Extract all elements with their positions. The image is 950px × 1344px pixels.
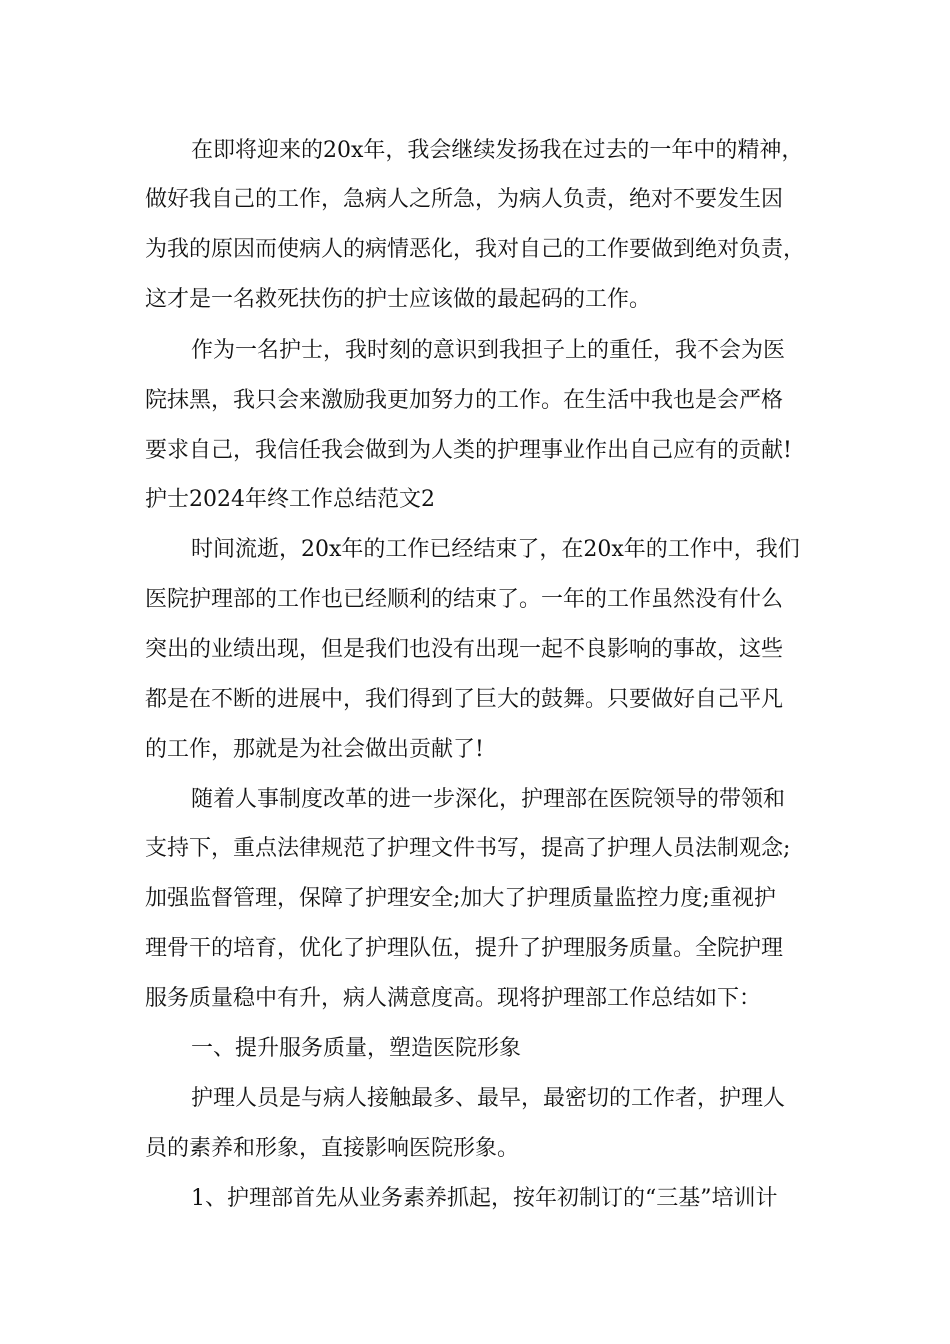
section-heading: 护士2024年终工作总结范文2 <box>145 487 435 512</box>
text-line: 这才是一名救死扶伤的护士应该做的最起码的工作。 <box>145 287 652 312</box>
text-line: 院抹黑，我只会来激励我更加努力的工作。在生活中我也是会严格 <box>145 388 784 413</box>
text-line: 加强监督管理，保障了护理安全;加大了护理质量监控力度;重视护 <box>145 886 776 911</box>
text-line: 在即将迎来的20x年，我会继续发扬我在过去的一年中的精神， <box>191 138 804 163</box>
text-line: 员的素养和形象，直接影响医院形象。 <box>145 1136 520 1161</box>
text-line: 要求自己，我信任我会做到为人类的护理事业作出自己应有的贡献! <box>145 438 792 463</box>
text-line: 都是在不断的进展中，我们得到了巨大的鼓舞。只要做好自己平凡 <box>145 687 784 712</box>
text-line: 的工作，那就是为社会做出贡献了! <box>145 737 484 762</box>
text-line: 理骨干的培育，优化了护理队伍，提升了护理服务质量。全院护理 <box>145 936 784 961</box>
text-line: 1、护理部首先从业务素养抓起，按年初制订的“三基”培训计 <box>191 1186 778 1211</box>
subheading: 一、提升服务质量，塑造医院形象 <box>191 1036 522 1061</box>
text-line: 为我的原因而使病人的病情恶化，我对自己的工作要做到绝对负责， <box>145 237 806 262</box>
text-line: 作为一名护士，我时刻的意识到我担子上的重任，我不会为医 <box>191 338 786 363</box>
text-line: 突出的业绩出现，但是我们也没有出现一起不良影响的事故，这些 <box>145 637 784 662</box>
text-line: 医院护理部的工作也已经顺利的结束了。一年的工作虽然没有什么 <box>145 587 784 612</box>
text-line: 支持下，重点法律规范了护理文件书写，提高了护理人员法制观念; <box>145 836 791 861</box>
text-line: 时间流逝，20x年的工作已经结束了，在20x年的工作中，我们 <box>191 537 800 562</box>
text-line: 随着人事制度改革的进一步深化，护理部在医院领导的带领和 <box>191 787 786 812</box>
text-line: 护理人员是与病人接触最多、最早，最密切的工作者，护理人 <box>191 1086 786 1111</box>
text-line: 服务质量稳中有升，病人满意度高。现将护理部工作总结如下： <box>145 986 762 1011</box>
text-line: 做好我自己的工作，急病人之所急，为病人负责，绝对不要发生因 <box>145 187 784 212</box>
